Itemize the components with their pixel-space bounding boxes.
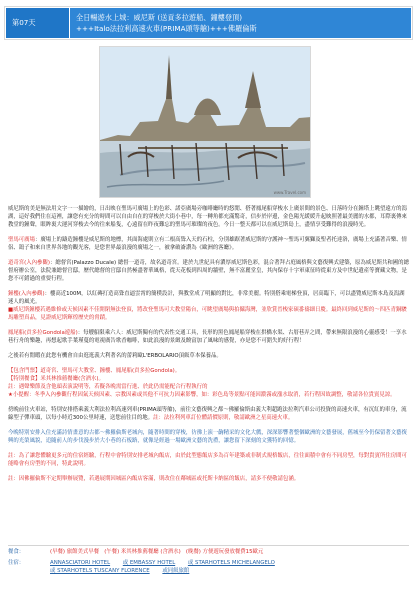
train-text-a: 傍晚前往火車站，特別安排搭乘義大利法拉利高速列車(PRIMA頭等艙)，前往文藝復興之都～佛羅倫斯	[8, 407, 251, 413]
doges-palace-text: ：總督宮(Palazzo Ducale) 總督一道奇，故名道奇宮。建於九世紀具有濃厚威尼斯色彩，混合著拜占庭風格與文藝復興式建築，原為威尼斯共和國的總督府辦公室，法院兼總督官邸，歷代總督的官邸自然極盡奢華風格，從天花板到四周的牆壁，無不富麗堂皇，其內保存十字軍東征時從東方及中世紀遺產等寶藏文物，是您不可錯過的重要行程。	[8, 260, 409, 282]
venice-intro: 威尼斯的美是無法用文字一一描繪的，日出映在聖馬可廣場上的色彩、諾亞廣場旁咖啡廳時的悠閒、搭著鳳尾船穿梭水上廣景間的景色、日落時分在鐘塔上眺望遠方的潟湖，這好我們住在這裡，讓您有充分的時間可以自由自在的穿梭於大街小巷中，每一轉角都充滿驚奇，信步於岸邊，金色陽光緩緩升起映照著最美麗的水都，耳際裏傳來教堂的鐘聲，眼眸裏大運河穿梭去今的往來船隻，心遠留在昨夜難忘的聖馬可璀璨的夜色。今日一整天都可以在威尼斯島上，盡情享受難得的浪漫時光。	[8, 206, 407, 228]
title-line-1: 全日暢遊水上城：威尼斯 (送貢多拉遊船、鐘樓登頂)	[76, 13, 243, 22]
reminder-text: ★小提醒：冬季入內參觀行程因氣天候因素、宗教因素或其他不可抗力因素影響，如：彩色島等景點可能因濃霧或漲水取消，若行程因故調整，敬請各位貴賓見諒。	[8, 392, 396, 398]
day-label: 第07天	[6, 8, 69, 38]
doges-palace-paragraph	[8, 259, 409, 283]
itinerary-page	[4, 6, 413, 594]
gondola-paragraph	[8, 329, 409, 345]
train-paragraph	[8, 406, 409, 422]
venice-photo-illustration	[100, 47, 311, 198]
tour-notes	[8, 367, 409, 399]
dinner-value: (晚餐) 方便遊玩發放餐費15歐元	[185, 549, 264, 555]
hotel-link[interactable]: 或 STARHOTELS TUSCANY FLORENCE	[50, 568, 150, 574]
lunch-value: (午餐) 米其林推薦餐廳 (含酒水)	[104, 549, 181, 555]
train-note: 註：法拉利列車訂位體請價原則，敬請歐洲之星高速火車。	[153, 415, 294, 421]
hotel-list	[50, 557, 409, 575]
day-title	[70, 8, 411, 38]
hotel-label: 住宿：	[8, 560, 25, 566]
hotel-row	[8, 557, 409, 575]
bell-tower-text: ：樓高近100M，以紅磚打造高聳直逼雲霄的簡樸設計，與教堂成了明顯的對比，非常美麗。特別搭乘電梯登頂，居高臨下，可以盡覽威尼斯本島及潟湖迷人的風光。	[8, 291, 405, 305]
gondola-title: 鳳尾船(貢多拉Gondola遊船)	[8, 330, 78, 336]
performance-note: 註：遇聲樂節及含他頭表演說明等，若擬各晚需當行進、於此仍需能配合行程執行的	[8, 384, 208, 390]
hotel-note-1: 註：為了讓您體驗更多元的住宿經驗，行程中會特別安排老城內飯店，由於此型態飯店多為百年建築或非制式規格飯店，往往面積中會有不同房型，每對貴賓所住房間可能略會有房型的不同，特此說明。	[8, 453, 407, 467]
bell-tower-title: 鐘樓(入內參觀)	[8, 291, 45, 297]
bell-tower-note: ■威尼斯鐘樓若遇維修或天候因素不佳開閉無法登頂，將改登聖馬可大教堂陽台，可眺望廣場與拍攝海灣，並欣賞晉梭家碩番禱細日慶。最終回到威尼斯的～四匹青銅駿馬雕塑真品，見證威尼斯輝煌歷史的脅蹟。	[8, 307, 407, 321]
san-marco-paragraph	[8, 236, 409, 252]
hotel-link[interactable]: 或 STARHOTELS MICHELANGELO	[187, 560, 275, 566]
shopping-paragraph: 之後若有閒暇在此您有機會自由逛逛義大利著名的蕾莉歐L'ERBOLARIO頂級草本保養品。	[8, 353, 222, 359]
venice-photo	[99, 46, 311, 198]
special-meal-note: 【特別餐食】米其林推薦餐廳(含酒水)。	[8, 376, 104, 382]
itinerary-content	[8, 46, 409, 483]
reminder-note	[8, 391, 409, 399]
hotel-link[interactable]: ANNASCIATORI HOTEL	[50, 560, 111, 566]
included-tickets-note: 【包含門票】道奇宮、聖馬可大教堂、鐘樓、鳳尾船(貢多拉Gondola)。	[8, 368, 181, 374]
doges-palace-title: 道奇宮(入內參觀)	[8, 260, 50, 266]
hotel-link[interactable]: 或 EMBASSY HOTEL	[122, 560, 176, 566]
san-marco-text: ：廣場上的鑄造鐘樓是威尼斯的地標，其面海處則立有二根高聳入天的石柱，分別雄踞著威尼斯的守護神～聖馬可翼獅及聖者托達洛，廣場上充滿著音樂、情侶、鴿子和來自世界各地的觀光客，是您世界最浪漫的廣場之一，被拿破崙讚為《歐洲的客廳》。	[8, 237, 407, 251]
meal-hotel-table	[8, 545, 409, 594]
gondola-text: ：每艘船限乘六人：威尼斯獨有的代表性交通工具，長形的黑色鳳尾船穿梭在拱橋水渠、古厝巷弄之間，帶來無限浪漫的心靈感受！一享水巷行舟的樂趣，再想起歌手葉瑾蔓的電視廣告歌香咖啡，如此浪漫的景緻及饒富加了風味的感覺，亦是您不可錯失的好行程！	[8, 330, 407, 344]
title-line-2: +++Italo法拉利高速火車(PRIMA頭等艙)+++佛羅倫斯	[76, 24, 257, 33]
train-text-b: 由義大利超跑法拉利汽車公司投資的高速火車，有沉紅的車身，流線型子彈車頭，以每小時近300公里時速，送您前往目的地。	[8, 407, 407, 421]
meal-label: 餐食：	[8, 549, 25, 555]
meal-row	[8, 546, 409, 557]
san-marco-title: 聖馬可廣場	[8, 237, 35, 243]
bell-tower-paragraph	[8, 290, 409, 322]
photo-caption: www.Travel.com	[273, 190, 306, 195]
florence-paragraph: 今晚特別安排入住充滿詩情畫意的古都～佛羅倫斯老城內，隨著時間的穿梭，彷彿上演一齣精采的文化大戲，深深影響著整個歐洲的文藝發展，舊城至今仍保留著文藝復興的光榮風貌，追隨前人的步伐漫步於大小巷的石板路，就像是經過一場歐洲文藝的洗禮，讓您留下深刻的文獲特的回憶。	[8, 430, 407, 444]
breakfast-value: (早餐) 旅館美式早餐	[50, 549, 100, 555]
day-header	[4, 6, 413, 40]
meal-values	[50, 546, 409, 557]
hotel-note-2: 註：因佛羅倫斯不定期舉辦展覽，若遇展期因城區內飯店客滿，則改住在鄰城區或托斯卡納區的飯店，請多不便敬請包涵。	[8, 476, 300, 482]
hotel-link[interactable]: 或同級旅館	[162, 568, 190, 574]
